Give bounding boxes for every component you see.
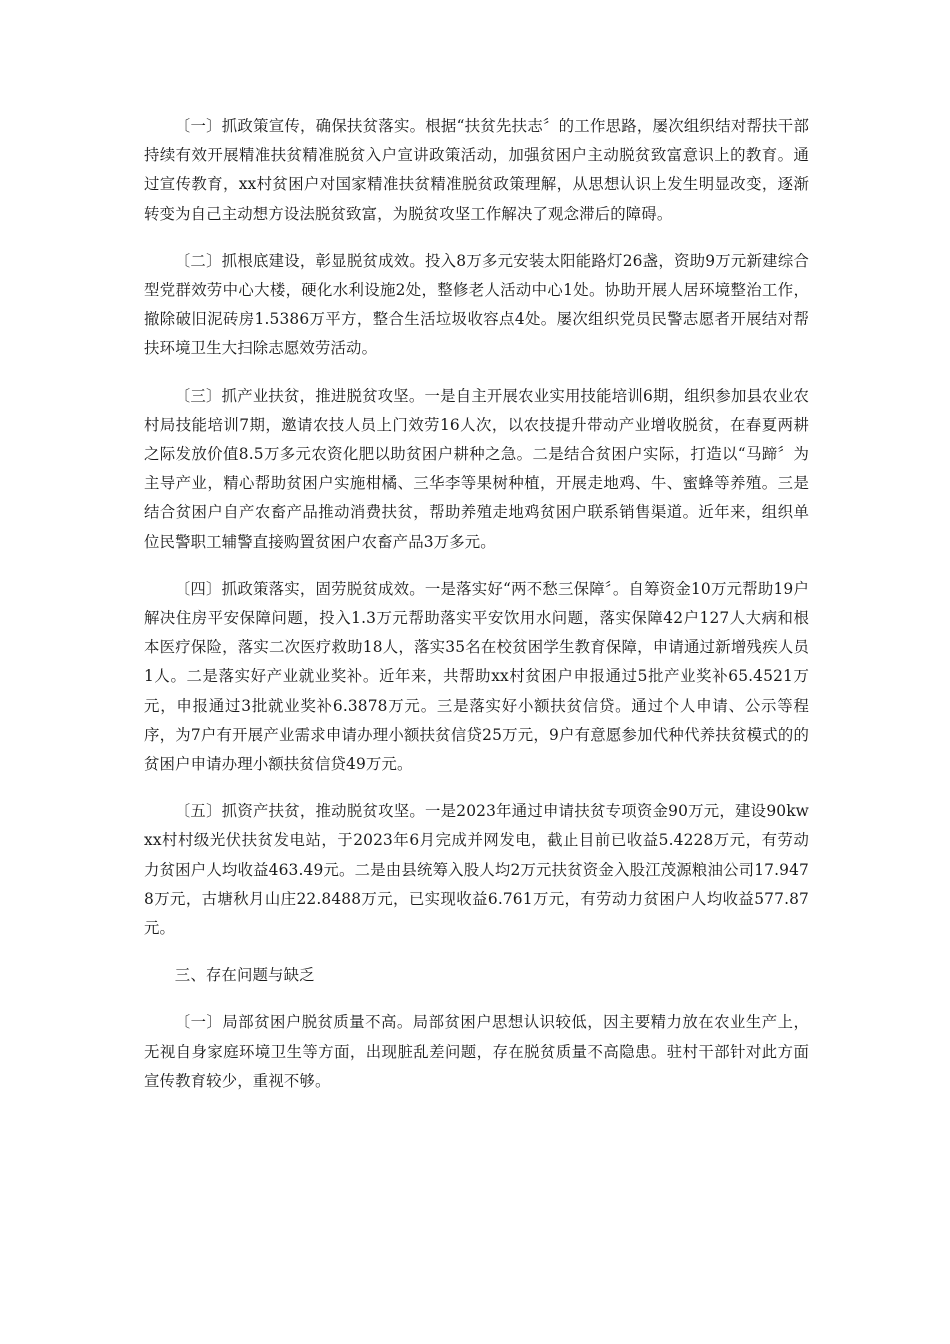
paragraph-4: 〔四〕抓政策落实，固劳脱贫成效。一是落实好“两不愁三保障〞。自筹资金10万元帮助19户解决住房平安保障问题，投入1.3万元帮助落实平安饮用水问题，落实保障42户127人大病和根本医疗保险，落实二次医疗救助18人，落实35名在校贫困学生教育保障，申请通过新增残疾人员1人。二是落实好产业就业奖补。近年来，共帮助xx村贫困户申报通过5批产业奖补65.4521万元，申报通过3批就业奖补6.3878万元。三是落实好小额扶贫信贷。通过个人申请、公示等程序，为7户有开展产业需求申请办理小额扶贫信贷25万元，9户有意愿参加代种代养扶贫模式的的贫困户申请办理小额扶贫信贷49万元。 <box>144 579 809 774</box>
paragraph-2: 〔二〕抓根底建设，彰显脱贫成效。投入8万多元安装太阳能路灯26盏，资助9万元新建综合型党群效劳中心大楼，硬化水利设施2处，整修老人活动中心1处。协助开展人居环境整治工作，撤除破旧泥砖房1.5386万平方，整合生活垃圾收容点4处。屡次组织党员民警志愿者开展结对帮扶环境卫生大扫除志愿效劳活动。 <box>144 251 809 358</box>
paragraph-3: 〔三〕抓产业扶贫，推进脱贫攻坚。一是自主开展农业实用技能培训6期，组织参加县农业农村局技能培训7期，邀请农技人员上门效劳16人次，以农技提升带动产业增收脱贫，在春夏两耕之际发放价值8.5万多元农资化肥以助贫困户耕种之急。二是结合贫困户实际，打造以“马蹄〞为主导产业，精心帮助贫困户实施柑橘、三华李等果树种植，开展走地鸡、牛、蜜蜂等养殖。三是结合贫困户自产农畜产品推动消费扶贫，帮助养殖走地鸡贫困户联系销售渠道。近年来，组织单位民警职工辅警直接购置贫困户农畜产品3万多元。 <box>144 386 809 551</box>
paragraph-1: 〔一〕抓政策宣传，确保扶贫落实。根据“扶贫先扶志〞的工作思路，屡次组织结对帮扶干部持续有效开展精准扶贫精准脱贫入户宣讲政策活动，加强贫困户主动脱贫致富意识上的教育。通过宣传教育，xx村贫困户对国家精准扶贫精准脱贫政策理解，从思想认识上发生明显改变，逐渐转变为自己主动想方设法脱贫致富，为脱贫攻坚工作解决了观念滞后的障碍。 <box>144 117 809 223</box>
paragraph-5: 〔五〕抓资产扶贫，推动脱贫攻坚。一是2023年通过申请扶贫专项资金90万元，建设90kwxx村村级光伏扶贫发电站，于2023年6月完成并网发电，截止目前已收益5.4228万元，有劳动力贫困户人均收益463.49元。二是由县统筹入股人均2万元扶贫资金入股江茂源粮油公司17.9478万元，古塘秋月山庄22.8488万元，已实现收益6.761万元，有劳动力贫困户人均收益577.87元。 <box>144 802 809 938</box>
section-heading: 三、存在问题与缺乏 <box>174 966 315 985</box>
paragraph-6: 〔一〕局部贫困户脱贫质量不高。局部贫困户思想认识较低，因主要精力放在农业生产上，无视自身家庭环境卫生等方面，出现脏乱差问题，存在脱贫质量不高隐患。驻村干部针对此方面宣传教育较少，重视不够。 <box>144 1013 809 1090</box>
document-page <box>144 112 809 1114</box>
